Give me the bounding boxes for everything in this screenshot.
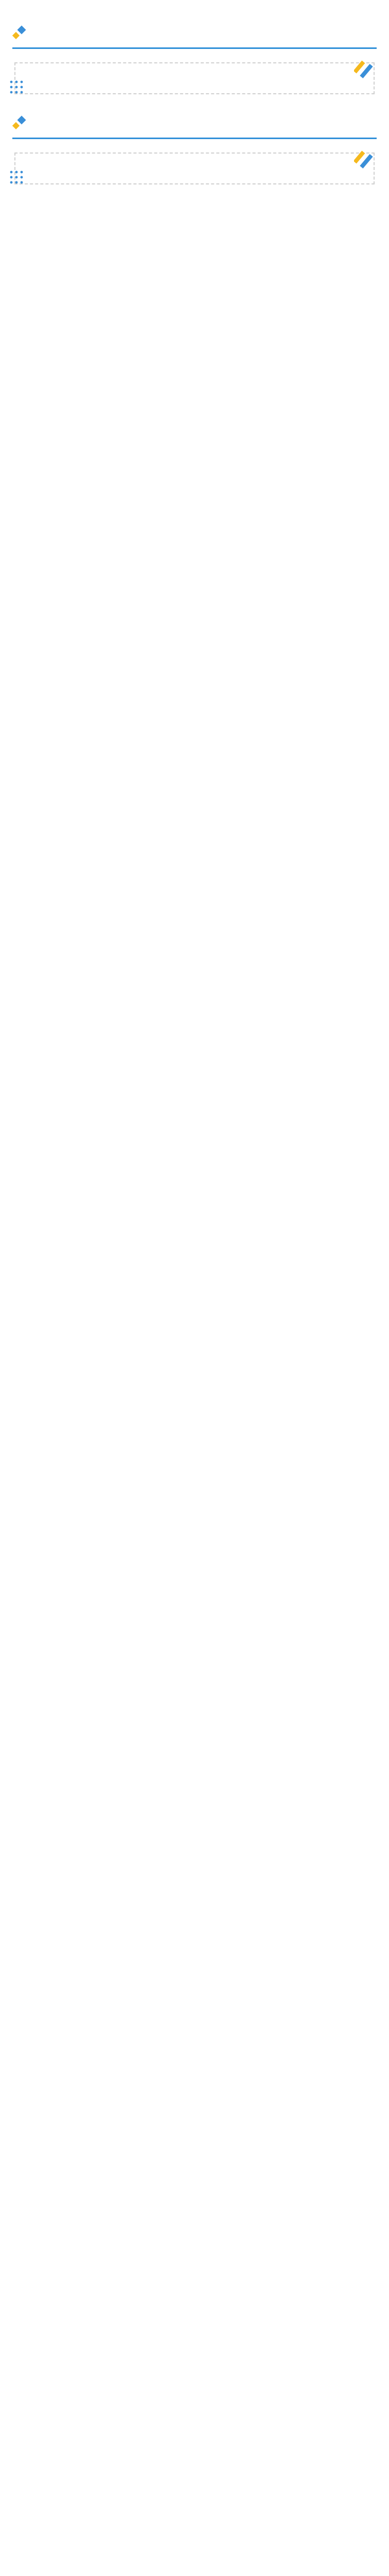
corner-decoration-icon <box>354 149 378 173</box>
example-box <box>14 152 375 184</box>
section-marker-icon <box>12 115 28 131</box>
example-box <box>14 62 375 94</box>
section-marker-icon <box>12 25 28 41</box>
section-heading-2 <box>12 115 377 131</box>
section-divider <box>12 47 377 49</box>
corner-decoration-icon <box>354 59 378 83</box>
dot-decoration-icon <box>6 165 34 193</box>
article-body <box>0 0 389 233</box>
dot-decoration-icon <box>6 75 34 103</box>
section-divider <box>12 138 377 139</box>
section-heading-1 <box>12 25 377 41</box>
